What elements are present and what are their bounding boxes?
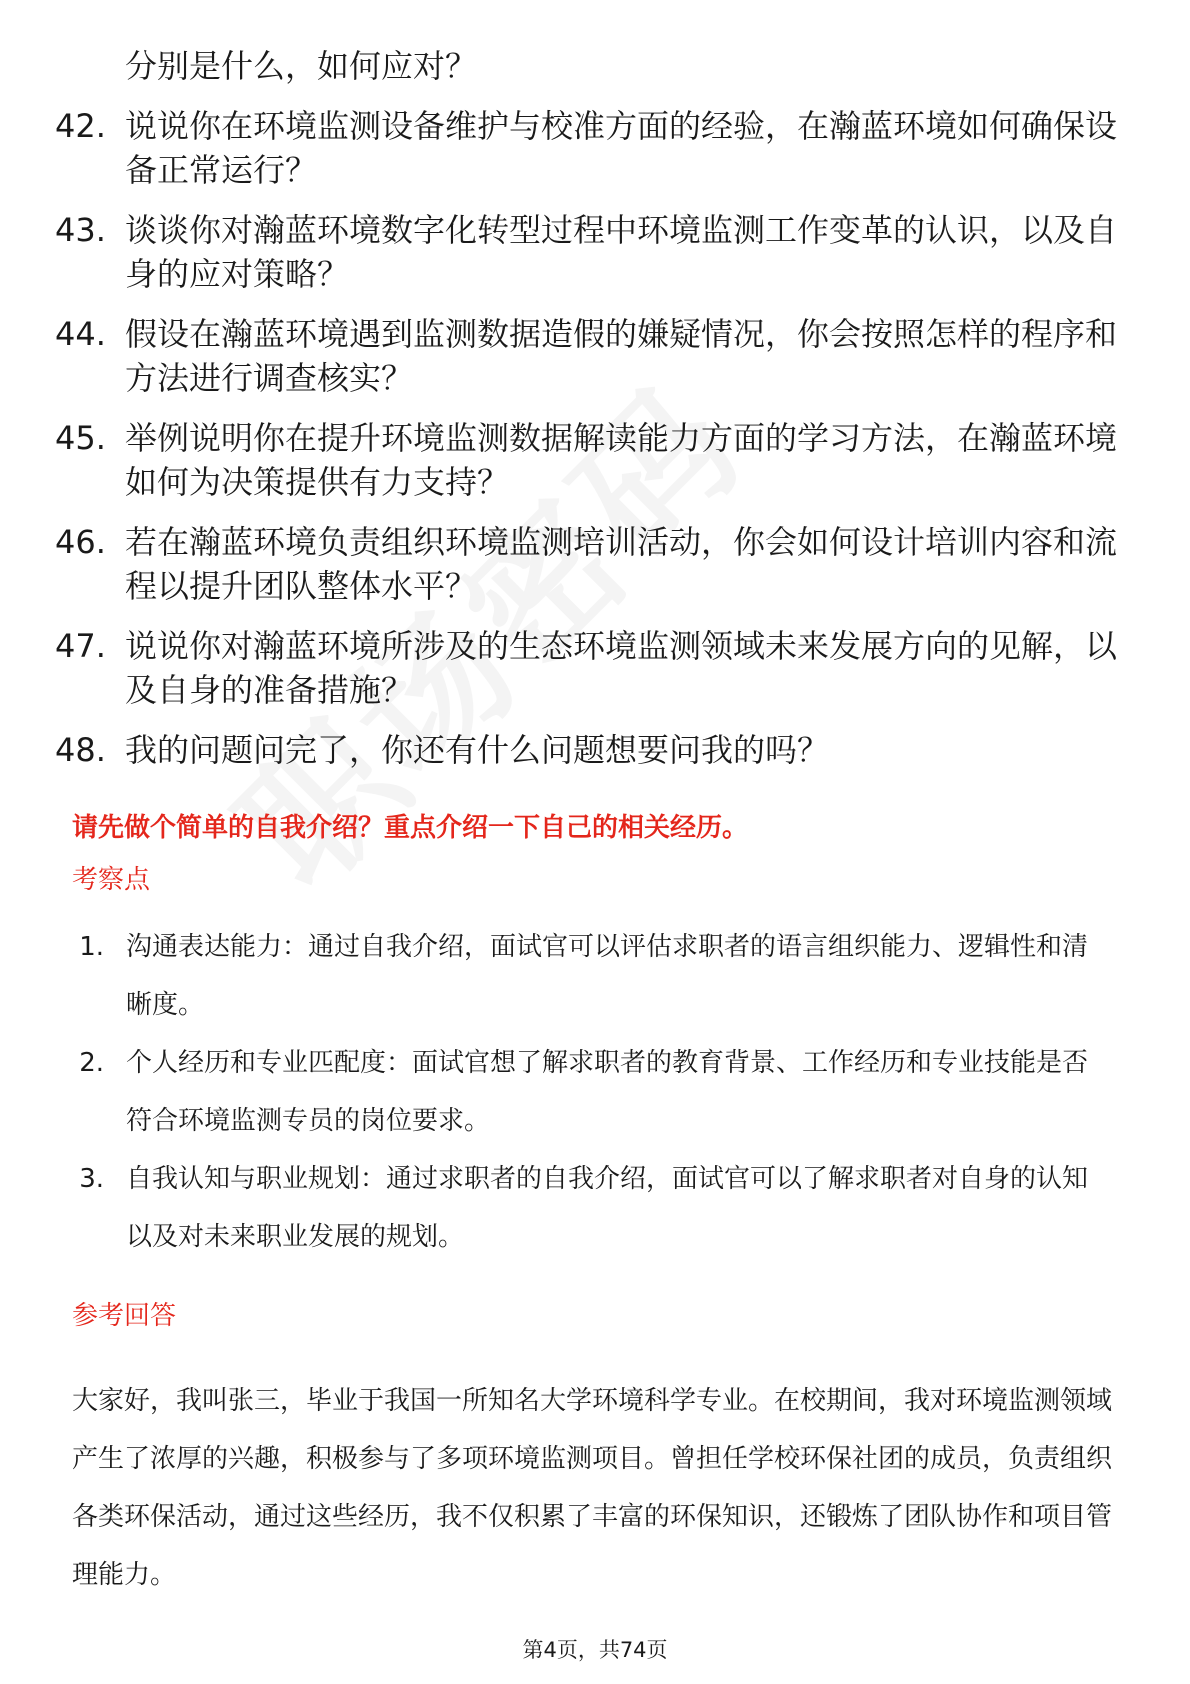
point-number: 3. bbox=[79, 1164, 104, 1194]
question-item bbox=[55, 624, 1135, 712]
reference-answer-label: 参考回答 bbox=[72, 1301, 177, 1331]
question-text: 说说你在环境监测设备维护与校准方面的经验，在瀚蓝环境如何确保设备正常运行？ bbox=[125, 107, 1118, 189]
question-item bbox=[55, 728, 1135, 772]
question-continuation: 分别是什么，如何应对？ bbox=[125, 47, 478, 85]
point-text: 沟通表达能力：通过自我介绍，面试官可以评估求职者的语言组织能力、逻辑性和清晰度。 bbox=[126, 932, 1089, 1020]
question-number: 44. bbox=[55, 315, 106, 353]
question-number: 48. bbox=[55, 731, 106, 769]
question-text: 说说你对瀚蓝环境所涉及的生态环境监测领域未来发展方向的见解，以及自身的准备措施？ bbox=[125, 627, 1118, 709]
point-number: 1. bbox=[79, 932, 104, 962]
question-item bbox=[55, 312, 1135, 400]
question-item bbox=[55, 208, 1135, 296]
question-text: 假设在瀚蓝环境遇到监测数据造假的嫌疑情况，你会按照怎样的程序和方法进行调查核实？ bbox=[125, 315, 1118, 397]
assessment-label: 考察点 bbox=[72, 865, 151, 895]
assessment-point bbox=[72, 1034, 1112, 1150]
question-item bbox=[55, 104, 1135, 192]
question-number: 45. bbox=[55, 419, 106, 457]
point-text: 自我认知与职业规划：通过求职者的自我介绍，面试官可以了解求职者对自身的认知以及对未来职业发展的规划。 bbox=[126, 1164, 1089, 1252]
question-text: 举例说明你在提升环境监测数据解读能力方面的学习方法，在瀚蓝环境如何为决策提供有力支持？ bbox=[125, 419, 1118, 501]
assessment-point bbox=[72, 918, 1112, 1034]
question-number: 42. bbox=[55, 107, 106, 145]
section-question-heading: 请先做个简单的自我介绍？重点介绍一下自己的相关经历。 bbox=[72, 813, 749, 843]
reference-answer-text: 大家好，我叫张三，毕业于我国一所知名大学环境科学专业。在校期间，我对环境监测领域产生了浓厚的兴趣，积极参与了多项环境监测项目。曾担任学校环保社团的成员，负责组织各类环保活动，通过这些经历，我不仅积累了丰富的环保知识，还锻炼了团队协作和项目管理能力。 bbox=[72, 1386, 1113, 1590]
question-text: 我的问题问完了，你还有什么问题想要问我的吗？ bbox=[125, 731, 830, 769]
question-number: 43. bbox=[55, 211, 106, 249]
question-text: 若在瀚蓝环境负责组织环境监测培训活动，你会如何设计培训内容和流程以提升团队整体水平？ bbox=[125, 523, 1118, 605]
question-item bbox=[55, 520, 1135, 608]
assessment-points-list bbox=[72, 918, 1112, 1266]
assessment-point bbox=[72, 1150, 1112, 1266]
question-number: 47. bbox=[55, 627, 106, 665]
question-text: 谈谈你对瀚蓝环境数字化转型过程中环境监测工作变革的认识，以及自身的应对策略？ bbox=[125, 211, 1118, 293]
question-item bbox=[55, 416, 1135, 504]
question-list bbox=[55, 44, 1135, 788]
question-number: 46. bbox=[55, 523, 106, 561]
point-text: 个人经历和专业匹配度：面试官想了解求职者的教育背景、工作经历和专业技能是否符合环境监测专员的岗位要求。 bbox=[126, 1048, 1089, 1136]
point-number: 2. bbox=[79, 1048, 104, 1078]
page-footer: 第4页，共74页 bbox=[522, 1638, 668, 1662]
